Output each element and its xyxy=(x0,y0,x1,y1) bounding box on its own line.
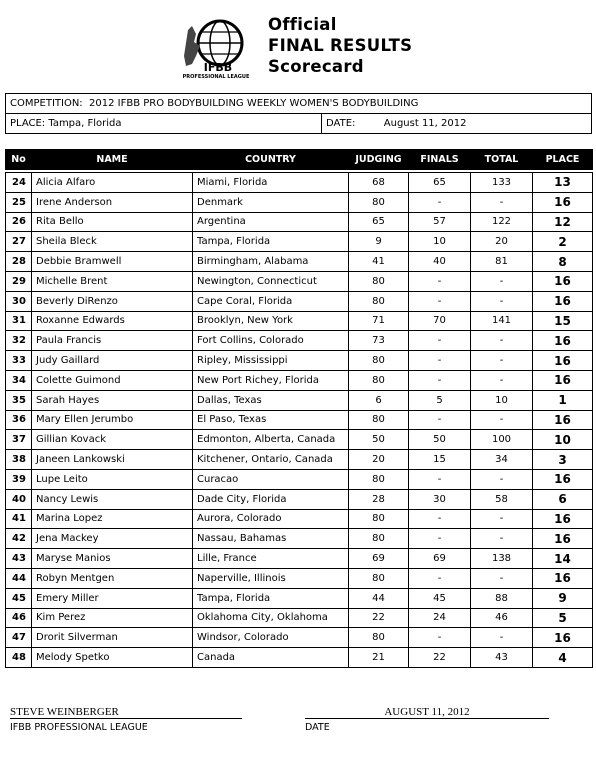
cell-no: 33 xyxy=(6,351,32,371)
table-row xyxy=(6,430,593,450)
cell-no: 27 xyxy=(6,232,32,252)
cell-no: 31 xyxy=(6,311,32,331)
cell-judging: 21 xyxy=(349,648,409,668)
table-row xyxy=(6,608,593,628)
cell-name: Mary Ellen Jerumbo xyxy=(32,410,193,430)
cell-total: 122 xyxy=(471,212,533,232)
cell-place: 15 xyxy=(533,311,593,331)
cell-no: 28 xyxy=(6,252,32,272)
cell-finals: - xyxy=(409,529,471,549)
col-header-total: TOTAL xyxy=(471,150,533,170)
cell-no: 41 xyxy=(6,509,32,529)
date-cell xyxy=(322,114,592,134)
cell-name: Roxanne Edwards xyxy=(32,311,193,331)
cell-judging: 80 xyxy=(349,351,409,371)
cell-judging: 71 xyxy=(349,311,409,331)
cell-finals: - xyxy=(409,628,471,648)
title-line-final-results: FINAL RESULTS xyxy=(268,36,413,55)
cell-name: Debbie Bramwell xyxy=(32,252,193,272)
cell-place: 16 xyxy=(533,351,593,371)
cell-finals: 45 xyxy=(409,588,471,608)
cell-country: Canada xyxy=(193,648,349,668)
cell-name: Maryse Manios xyxy=(32,549,193,569)
cell-country: Birmingham, Alabama xyxy=(193,252,349,272)
table-row xyxy=(6,192,593,212)
cell-finals: 70 xyxy=(409,311,471,331)
cell-finals: 50 xyxy=(409,430,471,450)
cell-judging: 80 xyxy=(349,628,409,648)
cell-judging: 80 xyxy=(349,410,409,430)
cell-place: 4 xyxy=(533,648,593,668)
cell-judging: 50 xyxy=(349,430,409,450)
table-row xyxy=(6,370,593,390)
cell-country: Dade City, Florida xyxy=(193,489,349,509)
cell-country: El Paso, Texas xyxy=(193,410,349,430)
cell-no: 38 xyxy=(6,450,32,470)
cell-place: 10 xyxy=(533,430,593,450)
cell-country: Ripley, Mississippi xyxy=(193,351,349,371)
cell-name: Alicia Alfaro xyxy=(32,173,193,193)
cell-finals: - xyxy=(409,192,471,212)
cell-country: Fort Collins, Colorado xyxy=(193,331,349,351)
title-line-scorecard: Scorecard xyxy=(268,57,364,76)
cell-no: 35 xyxy=(6,390,32,410)
signature-date-value: AUGUST 11, 2012 xyxy=(305,706,549,719)
cell-finals: - xyxy=(409,568,471,588)
cell-finals: 15 xyxy=(409,450,471,470)
cell-total: - xyxy=(471,370,533,390)
date-label: DATE: xyxy=(326,118,356,129)
cell-judging: 80 xyxy=(349,271,409,291)
cell-name: Rita Bello xyxy=(32,212,193,232)
competition-info-table xyxy=(5,93,592,134)
cell-no: 46 xyxy=(6,608,32,628)
cell-place: 16 xyxy=(533,271,593,291)
cell-total: 10 xyxy=(471,390,533,410)
cell-name: Nancy Lewis xyxy=(32,489,193,509)
cell-total: - xyxy=(471,509,533,529)
cell-total: 43 xyxy=(471,648,533,668)
cell-no: 44 xyxy=(6,568,32,588)
cell-no: 25 xyxy=(6,192,32,212)
table-row xyxy=(6,509,593,529)
table-row xyxy=(6,311,593,331)
col-header-place: PLACE xyxy=(533,150,593,170)
cell-country: Denmark xyxy=(193,192,349,212)
cell-name: Emery Miller xyxy=(32,588,193,608)
cell-no: 42 xyxy=(6,529,32,549)
cell-place: 5 xyxy=(533,608,593,628)
cell-total: 81 xyxy=(471,252,533,272)
cell-no: 24 xyxy=(6,173,32,193)
cell-country: Dallas, Texas xyxy=(193,390,349,410)
cell-judging: 6 xyxy=(349,390,409,410)
cell-place: 3 xyxy=(533,450,593,470)
cell-finals: 40 xyxy=(409,252,471,272)
competition-cell xyxy=(6,94,592,114)
cell-judging: 68 xyxy=(349,173,409,193)
cell-place: 16 xyxy=(533,509,593,529)
cell-place: 16 xyxy=(533,331,593,351)
cell-place: 16 xyxy=(533,628,593,648)
cell-total: 133 xyxy=(471,173,533,193)
table-row xyxy=(6,252,593,272)
cell-country: Aurora, Colorado xyxy=(193,509,349,529)
cell-country: Oklahoma City, Oklahoma xyxy=(193,608,349,628)
cell-name: Kim Perez xyxy=(32,608,193,628)
table-row xyxy=(6,232,593,252)
signature-organization: IFBB PROFESSIONAL LEAGUE xyxy=(10,722,148,733)
cell-finals: - xyxy=(409,331,471,351)
col-header-no: No xyxy=(6,150,32,170)
col-header-judging: JUDGING xyxy=(349,150,409,170)
cell-judging: 44 xyxy=(349,588,409,608)
cell-name: Irene Anderson xyxy=(32,192,193,212)
cell-place: 9 xyxy=(533,588,593,608)
cell-place: 2 xyxy=(533,232,593,252)
cell-total: - xyxy=(471,331,533,351)
cell-country: Naperville, Illinois xyxy=(193,568,349,588)
cell-place: 12 xyxy=(533,212,593,232)
cell-country: Edmonton, Alberta, Canada xyxy=(193,430,349,450)
cell-name: Janeen Lankowski xyxy=(32,450,193,470)
table-row xyxy=(6,568,593,588)
cell-place: 8 xyxy=(533,252,593,272)
cell-judging: 73 xyxy=(349,331,409,351)
scorecard-header xyxy=(0,0,596,88)
table-row xyxy=(6,291,593,311)
cell-judging: 80 xyxy=(349,370,409,390)
cell-total: - xyxy=(471,192,533,212)
cell-no: 29 xyxy=(6,271,32,291)
cell-name: Lupe Leito xyxy=(32,469,193,489)
cell-name: Drorit Silverman xyxy=(32,628,193,648)
cell-name: Paula Francis xyxy=(32,331,193,351)
cell-country: Curacao xyxy=(193,469,349,489)
results-body xyxy=(6,173,593,668)
signature-date-label: DATE xyxy=(305,722,330,733)
cell-place: 13 xyxy=(533,173,593,193)
svg-text:IFBB: IFBB xyxy=(203,61,233,74)
cell-total: 88 xyxy=(471,588,533,608)
cell-judging: 69 xyxy=(349,549,409,569)
cell-country: Kitchener, Ontario, Canada xyxy=(193,450,349,470)
cell-total: 46 xyxy=(471,608,533,628)
cell-country: New Port Richey, Florida xyxy=(193,370,349,390)
cell-country: Tampa, Florida xyxy=(193,232,349,252)
cell-name: Judy Gaillard xyxy=(32,351,193,371)
place-label: PLACE: xyxy=(10,118,46,129)
cell-total: - xyxy=(471,628,533,648)
cell-country: Argentina xyxy=(193,212,349,232)
results-header-row xyxy=(6,150,593,170)
cell-name: Beverly DiRenzo xyxy=(32,291,193,311)
table-row xyxy=(6,450,593,470)
cell-place: 1 xyxy=(533,390,593,410)
cell-judging: 65 xyxy=(349,212,409,232)
cell-total: - xyxy=(471,291,533,311)
cell-place: 16 xyxy=(533,529,593,549)
signature-name: STEVE WEINBERGER xyxy=(10,706,242,719)
cell-place: 16 xyxy=(533,192,593,212)
cell-total: - xyxy=(471,469,533,489)
table-row xyxy=(6,628,593,648)
cell-judging: 80 xyxy=(349,568,409,588)
cell-country: Newington, Connecticut xyxy=(193,271,349,291)
cell-finals: 22 xyxy=(409,648,471,668)
cell-judging: 80 xyxy=(349,509,409,529)
competition-value: 2012 IFBB PRO BODYBUILDING WEEKLY WOMEN'S BODYBUILDING xyxy=(89,98,419,109)
cell-country: Nassau, Bahamas xyxy=(193,529,349,549)
cell-total: 58 xyxy=(471,489,533,509)
table-row xyxy=(6,212,593,232)
col-header-finals: FINALS xyxy=(409,150,471,170)
place-cell xyxy=(6,114,322,134)
cell-name: Gillian Kovack xyxy=(32,430,193,450)
cell-judging: 22 xyxy=(349,608,409,628)
date-value: August 11, 2012 xyxy=(383,118,467,129)
results-table xyxy=(5,149,593,668)
cell-country: Lille, France xyxy=(193,549,349,569)
competition-label: COMPETITION: xyxy=(10,98,83,109)
cell-total: - xyxy=(471,568,533,588)
cell-place: 16 xyxy=(533,469,593,489)
cell-country: Cape Coral, Florida xyxy=(193,291,349,311)
cell-no: 43 xyxy=(6,549,32,569)
col-header-name: NAME xyxy=(32,150,193,170)
table-row xyxy=(6,588,593,608)
table-row xyxy=(6,410,593,430)
svg-text:PROFESSIONAL LEAGUE: PROFESSIONAL LEAGUE xyxy=(182,74,250,80)
cell-name: Michelle Brent xyxy=(32,271,193,291)
cell-judging: 80 xyxy=(349,529,409,549)
cell-name: Colette Guimond xyxy=(32,370,193,390)
cell-total: 138 xyxy=(471,549,533,569)
cell-no: 40 xyxy=(6,489,32,509)
cell-place: 16 xyxy=(533,291,593,311)
cell-place: 16 xyxy=(533,370,593,390)
cell-finals: - xyxy=(409,351,471,371)
table-row xyxy=(6,173,593,193)
cell-name: Sarah Hayes xyxy=(32,390,193,410)
table-row xyxy=(6,469,593,489)
table-row xyxy=(6,529,593,549)
cell-finals: 69 xyxy=(409,549,471,569)
cell-name: Marina Lopez xyxy=(32,509,193,529)
cell-finals: 57 xyxy=(409,212,471,232)
cell-total: - xyxy=(471,410,533,430)
cell-finals: - xyxy=(409,370,471,390)
cell-no: 48 xyxy=(6,648,32,668)
cell-finals: - xyxy=(409,291,471,311)
cell-total: 100 xyxy=(471,430,533,450)
cell-no: 39 xyxy=(6,469,32,489)
cell-no: 36 xyxy=(6,410,32,430)
cell-finals: - xyxy=(409,509,471,529)
cell-no: 37 xyxy=(6,430,32,450)
cell-no: 47 xyxy=(6,628,32,648)
cell-judging: 28 xyxy=(349,489,409,509)
cell-total: 34 xyxy=(471,450,533,470)
table-row xyxy=(6,390,593,410)
cell-total: - xyxy=(471,351,533,371)
cell-place: 6 xyxy=(533,489,593,509)
cell-finals: 30 xyxy=(409,489,471,509)
cell-total: - xyxy=(471,271,533,291)
cell-name: Melody Spetko xyxy=(32,648,193,668)
table-row xyxy=(6,351,593,371)
cell-total: 20 xyxy=(471,232,533,252)
cell-country: Tampa, Florida xyxy=(193,588,349,608)
cell-judging: 9 xyxy=(349,232,409,252)
cell-name: Jena Mackey xyxy=(32,529,193,549)
cell-name: Robyn Mentgen xyxy=(32,568,193,588)
place-value: Tampa, Florida xyxy=(48,118,122,129)
table-row xyxy=(6,271,593,291)
cell-name: Sheila Bleck xyxy=(32,232,193,252)
cell-finals: 65 xyxy=(409,173,471,193)
col-header-country: COUNTRY xyxy=(193,150,349,170)
table-row xyxy=(6,331,593,351)
cell-no: 32 xyxy=(6,331,32,351)
cell-judging: 80 xyxy=(349,469,409,489)
cell-place: 16 xyxy=(533,410,593,430)
cell-country: Miami, Florida xyxy=(193,173,349,193)
ifbb-logo xyxy=(170,16,260,80)
cell-no: 26 xyxy=(6,212,32,232)
cell-judging: 20 xyxy=(349,450,409,470)
cell-no: 45 xyxy=(6,588,32,608)
cell-judging: 41 xyxy=(349,252,409,272)
cell-finals: 5 xyxy=(409,390,471,410)
cell-finals: - xyxy=(409,410,471,430)
scorecard-title xyxy=(268,14,412,77)
cell-total: 141 xyxy=(471,311,533,331)
cell-finals: 24 xyxy=(409,608,471,628)
cell-country: Windsor, Colorado xyxy=(193,628,349,648)
cell-place: 16 xyxy=(533,568,593,588)
cell-finals: - xyxy=(409,271,471,291)
cell-total: - xyxy=(471,529,533,549)
cell-no: 34 xyxy=(6,370,32,390)
cell-finals: 10 xyxy=(409,232,471,252)
cell-judging: 80 xyxy=(349,291,409,311)
table-row xyxy=(6,489,593,509)
cell-country: Brooklyn, New York xyxy=(193,311,349,331)
table-row xyxy=(6,648,593,668)
cell-finals: - xyxy=(409,469,471,489)
cell-place: 14 xyxy=(533,549,593,569)
title-line-official: Official xyxy=(268,15,337,34)
cell-no: 30 xyxy=(6,291,32,311)
cell-judging: 80 xyxy=(349,192,409,212)
table-row xyxy=(6,549,593,569)
